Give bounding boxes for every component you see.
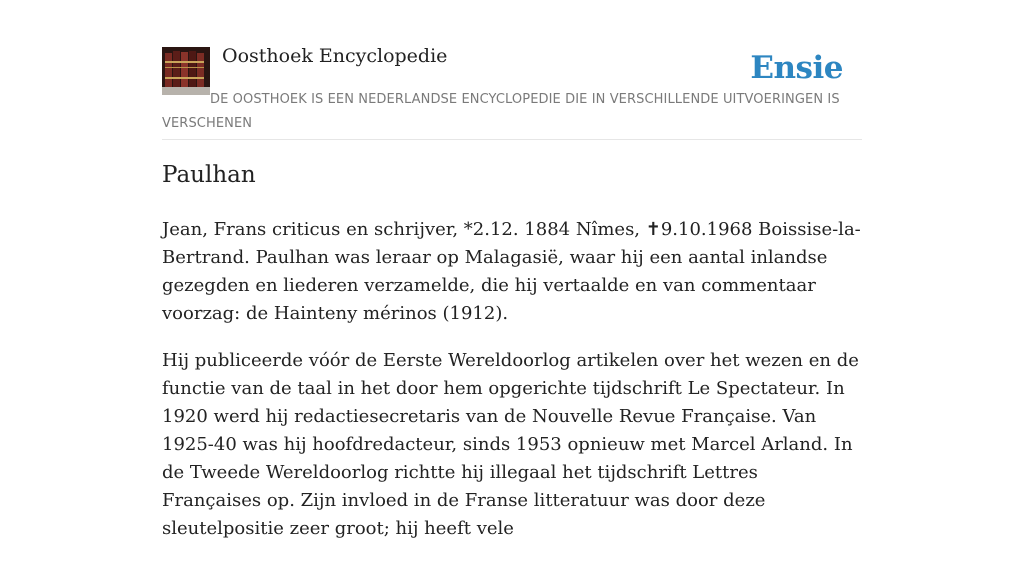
site-name[interactable]: Oosthoek Encyclopedie	[222, 45, 448, 67]
site-header	[162, 0, 862, 140]
article-body	[162, 216, 862, 562]
article-title: Paulhan	[162, 162, 256, 188]
ensie-logo-link[interactable]: Ensie	[750, 50, 843, 86]
article-paragraph: Hij publiceerde vóór de Eerste Wereldoorlog artikelen over het wezen en de functie van de taal in het door hem opgerichte tijdschrift Le Spectateur. In 1920 werd hij redactiesecretaris van de Nouvelle Revue Française. Van 1925-40 was hij hoofdredacteur, sinds 1953 opnieuw met Marcel Arland. In de Tweede Wereldoorlog richtte hij illegaal het tijdschrift Lettres Françaises op. Zijn invloed in de Franse litteratuur was door deze sleutelpositie zeer groot; hij heeft vele	[162, 350, 859, 539]
tagline-text: DE OOSTHOEK IS EEN NEDERLANDSE ENCYCLOPEDIE DIE IN VERSCHILLENDE UITVOERINGEN IS VERSCHENEN	[162, 92, 840, 131]
content-column	[162, 0, 862, 539]
article-paragraph: Jean, Frans criticus en schrijver, *2.12. 1884 Nîmes, ✝9.10.1968 Boissise-la-Bertrand. Paulhan was leraar op Malagasië, waar hij een aantal inlandse gezegden en liederen verzamelde, die hij vertaalde en van commentaar voorzag: de Hainteny mérinos (1912).	[162, 219, 861, 324]
site-tagline	[162, 88, 862, 136]
